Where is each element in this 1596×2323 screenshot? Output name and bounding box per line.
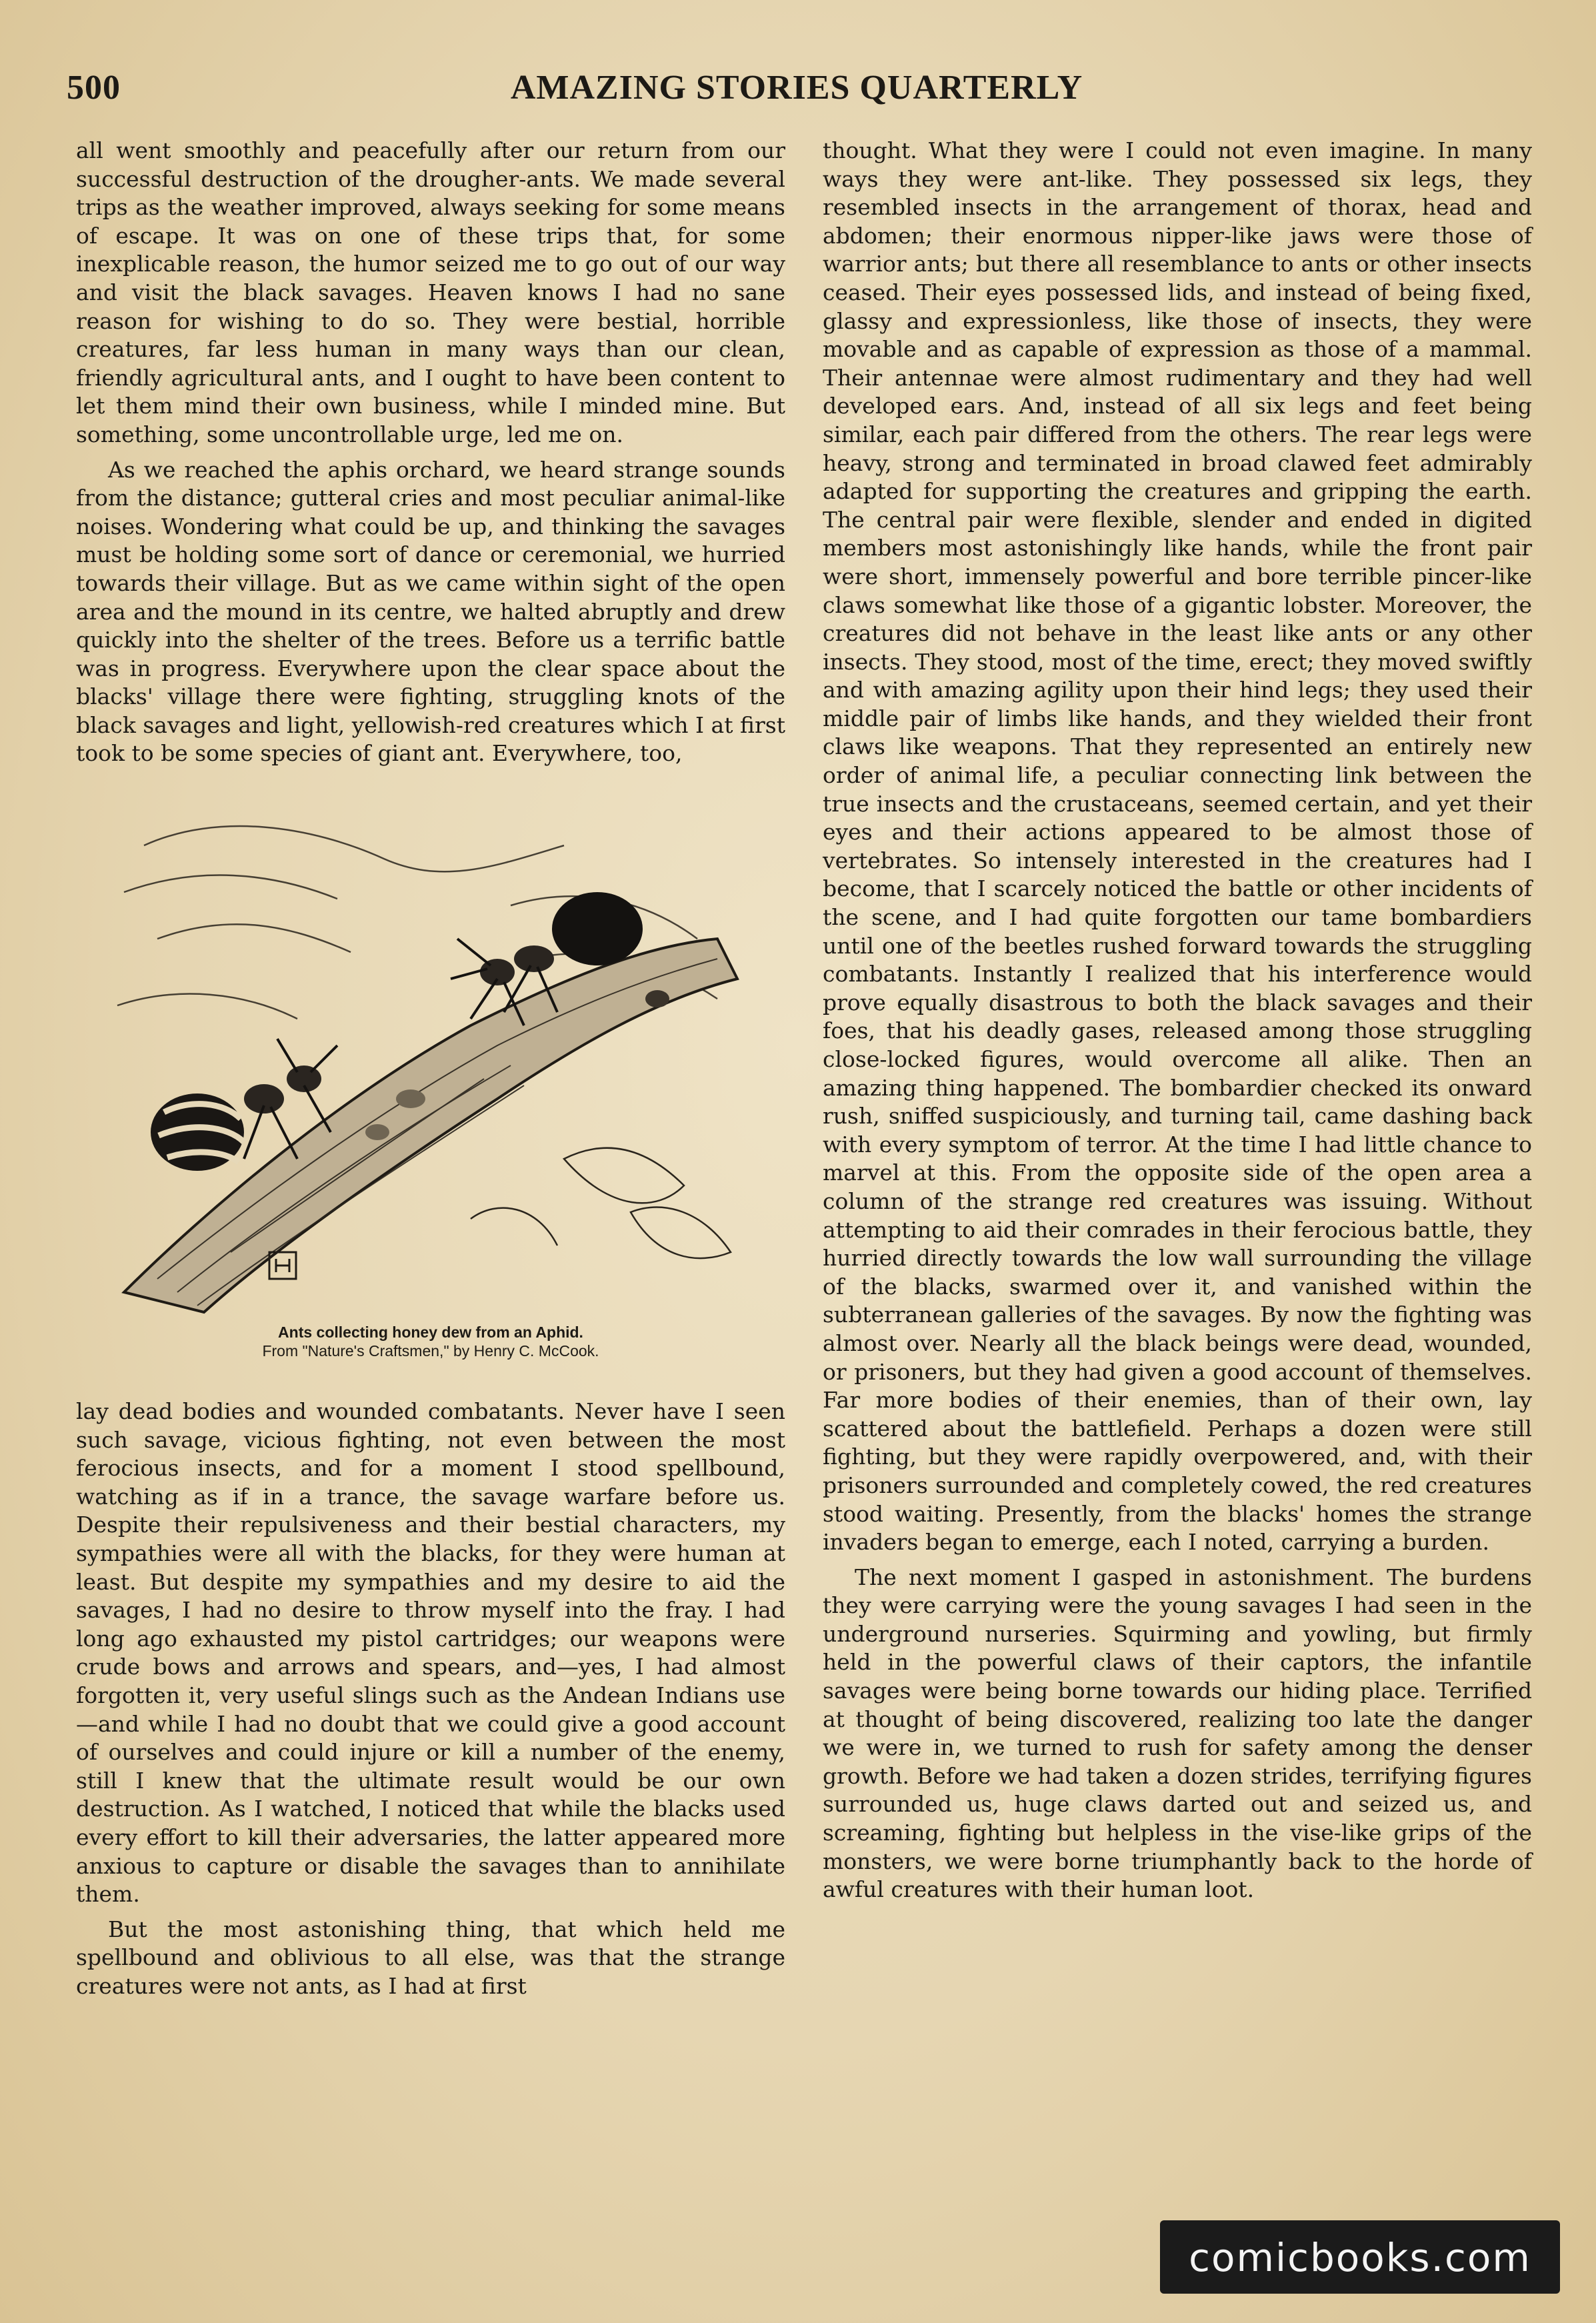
paragraph: thought. What they were I could not even imagine. In many ways they were ant-like. They possessed six legs, they resembled insects in the arrangement of thorax, head and abdomen; their enormous nipper-like jaws were those of warrior ants; but there all resemblance to ants or other insects ceased. Their eyes possessed lids, and instead of being fixed, glassy and expressionless, like those of insects, they were movable and as capable of expression as those of a mammal. Their antennae were almost rudimentary and they had well developed ears. And, instead of all six legs and feet being similar, each pair differed from the others. The rear legs were heavy, strong and terminated in broad clawed feet admirably adapted for supporting the creatures and gripping the earth. The central pair were flexible, slender and ended in digited members most astonishingly like hands, while the front pair were short, immensely powerful and bore terrible pincer-like claws somewhat like those of a gigantic lobster. Moreover, the creatures did not behave in the least like ants or any other insects. They stood, most of the time, erect; they moved swiftly and with amazing agility upon their hind legs; they used their middle pair of limbs like hands, and they wielded their front claws like weapons. That they represented an entirely new order of animal life, a peculiar connecting link between the true insects and the crustaceans, seemed certain, and yet their eyes and their actions appeared to be almost those of vertebrates. So intensely interested in the creatures had I become, that I scarcely noticed the battle or other incidents of the scene, and I had quite forgotten our tame bombardiers until one of the beetles rushed forward towards the struggling combatants. Instantly I realized that his interference would prove equally disastrous to both the black savages and their foes, that his deadly gases, released among those struggling close-locked figures, would overcome all alike. Then an amazing thing happened. The bombardier checked its onward rush, sniffed suspiciously, and turning tail, came dashing back with every symptom of terror. At the time I had little chance to marvel at this. From the opposite side of the open area a column of the strange red creatures was issuing. Without attempting to aid their comrades in their ferocious battle, they hurried directly towards the low wall surrounding the village of the blacks, swarmed over it, and vanished within the subterranean galleries of the savages. By now the fighting was almost over. Nearly all the black beings were dead, wounded, or prisoners, but they had given a good account of themselves. Far more bodies of their enemies, than of their own, lay scattered about the battlefield. Perhaps a dozen were still fighting, but they were rapidly overpowered, and, with their prisoners surrounded and completely cowed, the red creatures stood waiting. Presently, from the blacks' homes the strange invaders began to emerge, each I noted, carrying a burden.: [823, 137, 1532, 1556]
page-number: 500: [67, 69, 121, 107]
ant-aphid-illustration: [97, 785, 764, 1319]
figure: [76, 785, 785, 1386]
paragraph: all went smoothly and peacefully after our return from our successful destruction of the drougher-ants. We made several trips as the weather improved, always seeking for some means of escape. It was on one of these trips that, for some inexplicable reason, the humor seized me to go out of our way and visit the black savages. Heaven knows I had no sane reason for wishing to do so. They were bestial, horrible creatures, far less human in many ways than our clean, friendly agricultural ants, and I ought to have been content to let them mind their own business, while I minded mine. But something, some uncontrollable urge, led me on.: [76, 137, 785, 447]
right-column: [823, 137, 1532, 1904]
paragraph: As we reached the aphis orchard, we heard strange sounds from the distance; gutteral cries and most peculiar animal-like noises. Wondering what could be up, and thinking the savages must be holding some sort of dance or ceremonial, we hurried towards their village. But as we came within sight of the open area and the mound in its centre, we halted abruptly and drew quickly into the shelter of the trees. Before us a terrific battle was in progress. Everywhere upon the clear space about the blacks' village there were fighting, struggling knots of the black savages and light, yellowish-red creatures which I at first took to be some species of giant ant. Everywhere, too,: [76, 456, 785, 767]
watermark-text: comicbooks.com: [1189, 2235, 1531, 2280]
watermark: [1160, 2220, 1560, 2294]
caption-title: Ants collecting honey dew from an Aphid.: [278, 1324, 583, 1342]
paragraph: The next moment I gasped in astonishment. The burdens they were carrying were the young savages I had seen in the underground nurseries. Squirming and yowling, but firmly held in the powerful claws of their captors, the infantile savages were being borne towards our hiding place. Terrified at thought of being discovered, realizing too late the danger we were in, we turned to rush for safety among the denser growth. Before we had taken a dozen strides, terrifying figures surrounded us, huge claws darted out and seized us, and screaming, fighting but helpless in the vise-like grips of the monsters, we were borne triumphantly back to the horde of awful creatures with their human loot.: [823, 1564, 1532, 1903]
left-column: [76, 137, 785, 2210]
figure-caption: [76, 1323, 785, 1360]
caption-credit: From "Nature's Craftsmen," by Henry C. McCook.: [262, 1342, 599, 1360]
paragraph: But the most astonishing thing, that which held me spellbound and oblivious to all else, was that the strange creatures were not ants, as I had at first: [76, 1916, 785, 1999]
paragraph: lay dead bodies and wounded combatants. Never have I seen such savage, vicious fighting, not even between the most ferocious insects, and for a moment I stood spellbound, watching as if in a trance, the savage warfare before us. Despite their repulsiveness and their bestial characters, my sympathies were all with the blacks, for they were human at least. But despite my sympathies and my desire to aid the savages, I had no desire to throw myself into the fray. I had long ago exhausted my pistol cartridges; our weapons were crude bows and arrows and spears, and—yes, I had almost forgotten it, very useful slings such as the Andean Indians use—and while I had no doubt that we could give a good account of ourselves and could injure or kill a number of the enemy, still I knew that the ultimate result would be our own destruction. As I watched, I noticed that while the blacks used every effort to kill their adversaries, the latter appeared more anxious to capture or disable the savages than to annihilate them.: [76, 1398, 785, 1908]
page-header: [67, 65, 1527, 119]
page-title: AMAZING STORIES QUARTERLY: [510, 69, 1083, 107]
